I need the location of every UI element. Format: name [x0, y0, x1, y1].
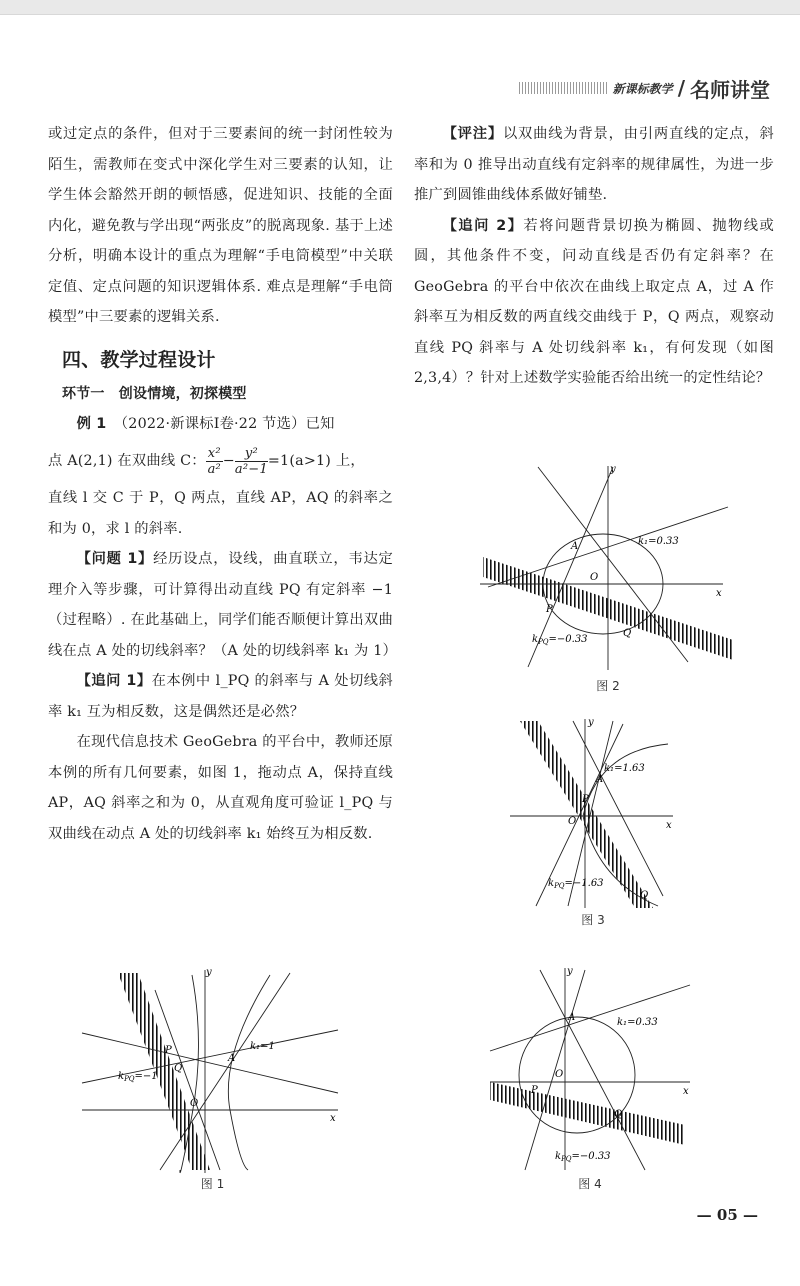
figure-1-caption: 图 1 [200, 1177, 225, 1191]
figure-4-plot [485, 965, 695, 1175]
figure-3-caption: 图 3 [581, 913, 605, 927]
fig1-line-AP [82, 1033, 338, 1093]
subsection-title: 环节一 创设情境，初探模型 [62, 385, 247, 402]
fig4-label-O: O [555, 1069, 564, 1080]
fig3-k1: k₁=1.63 [604, 763, 645, 774]
followup-1 [48, 666, 393, 727]
fig4-label-A: A [568, 1012, 576, 1023]
fig2-label-Q: Q [623, 628, 632, 639]
frac-y [235, 446, 268, 477]
example-label: 例 1 [76, 415, 107, 432]
comment-label: 【评注】 [442, 126, 503, 142]
fig1-label-y: y [206, 967, 212, 978]
figure-2 [478, 462, 738, 694]
left-column [48, 119, 398, 849]
followup-2-text: 若将问题背景切换为椭圆、抛物线或圆，其他条件不变，问动直线是否仍有定斜率？在 GeoGebra 的平台中依次在曲线上取定点 A，过 A 作斜率互为相反数的两直线交曲线于 P，Q 两点，观察动直线 PQ 斜率与 A 处切线斜率 k₁，有何发现（如图 2,3,4）？针对上述数学实验能否给出统一的定性结论？ [414, 217, 774, 386]
fig1-label-P: P [165, 1045, 172, 1056]
fig1-label-A: A [228, 1053, 236, 1064]
paragraph-geogebra: 在现代信息技术 GeoGebra 的平台中，教师还原本例的所有几何要素，如图 1，拖动点 A，保持直线 AP，AQ 斜率之和为 0，从直观角度可验证 l_PQ 与双曲线在动点 A 处的切线斜率 k₁ 始终互为相反数. [48, 734, 393, 842]
header-subtitle: 新课标教学 [612, 81, 673, 96]
question-1-text: 经历设点，设线，曲直联立，韦达定理介入等步骤，可计算得出动直线 PQ 有定斜率 −1（过程略）. 在此基础上，同学们能否顺便计算出双曲线在点 A 处的切线斜率？（A 处的切线斜率 k₁ 为 1） [48, 551, 398, 659]
fig3-label-A: A [596, 774, 604, 785]
figure-4-caption: 图 4 [578, 1177, 602, 1191]
fig4-label-P: P [531, 1085, 538, 1096]
example-rest: 直线 l 交 C 于 P，Q 两点，直线 AP，AQ 的斜率之和为 0，求 l 的斜率. [48, 490, 393, 537]
fig3-label-Q: Q [640, 890, 649, 901]
example-point: 点 A(2,1) 在双曲线 C： [48, 453, 206, 469]
fig2-kpq: $k_{PQ}=-0.33$ [532, 634, 588, 646]
fig3-label-O: O [568, 816, 577, 827]
frac-x-den: a² [207, 461, 221, 477]
figure-1-plot [80, 965, 345, 1175]
paragraph-intro: 或过定点的条件，但对于三要素间的统一封闭性较为陌生，需教师在变式中深化学生对三要素的认知，让学生体会豁然开朗的顿悟感，促进知识、技能的全面内化，避免教与学出现“两张皮”的脱离现象. 基于上述分析，明确本设计的重点为理解“手电筒模型”中关联定值、定点问题的知识逻辑体系. 难点是理解“手电筒模型”中三要素的逻辑关系. [48, 126, 393, 325]
fig4-kpq: $k_{PQ}=-0.33$ [555, 1151, 611, 1163]
fig3-kpq: $k_{PQ}=-1.63$ [548, 878, 604, 890]
fig2-label-A: A [571, 541, 579, 552]
example-tail: =1(a>1) 上， [267, 453, 365, 469]
followup-2 [414, 211, 774, 394]
comment-text: 以双曲线为背景，由引两直线的定点，斜率和为 0 推导出动直线有定斜率的规律属性，为进一步推广到圆锥曲线体系做好铺垫. [414, 126, 774, 203]
fig2-label-y: y [610, 464, 616, 475]
fig3-label-P: P [582, 794, 589, 805]
fig1-label-O: O [190, 1098, 199, 1109]
fig3-label-x: x [666, 820, 672, 831]
figure-3 [508, 716, 678, 928]
fig4-label-Q: Q [614, 1109, 623, 1120]
fig2-label-O: O [590, 572, 599, 583]
comment [414, 119, 774, 211]
right-column [414, 119, 774, 394]
question-1 [48, 544, 398, 666]
frac-y-num: y² [235, 446, 268, 462]
example-1 [48, 409, 393, 440]
fig4-label-x: x [683, 1086, 689, 1097]
fig4-k1: k₁=0.33 [617, 1017, 658, 1028]
header-title: 名师讲堂 [690, 77, 770, 102]
fig4-label-y: y [567, 966, 573, 977]
figure-4 [485, 965, 695, 1192]
page-number: — 05 — [696, 1206, 758, 1224]
frac-x [206, 446, 223, 477]
figure-3-plot [508, 716, 678, 911]
fig2-label-P: P [546, 604, 553, 615]
fig2-line-AP [538, 467, 688, 662]
figure-2-caption: 图 2 [596, 679, 620, 693]
section-title: 四、教学过程设计 [62, 348, 216, 371]
figure-2-plot [478, 462, 738, 677]
example-source: （2022·新课标Ⅰ卷·22 节选）已知 [120, 415, 335, 432]
followup-1-text: 在本例中 l_PQ 的斜率与 A 处切线斜率 k₁ 互为相反数，这是偶然还是必然？ [48, 673, 394, 720]
fig4-tangent-line [490, 985, 690, 1051]
fig2-k1: k₁=0.33 [638, 536, 679, 547]
page-header [519, 76, 770, 100]
frac-y-den: a²−1 [234, 461, 268, 477]
fig1-k1: k₁=1 [250, 1041, 275, 1052]
fig1-label-Q: Q [174, 1063, 183, 1074]
fig1-kpq: $k_{PQ}=-1$ [118, 1071, 158, 1083]
fig2-label-x: x [716, 588, 722, 599]
header-separator: / [677, 76, 685, 100]
frac-x-num: x² [207, 445, 221, 461]
fig3-label-y: y [588, 717, 594, 728]
top-bar [0, 0, 800, 15]
header-hatch-decoration [519, 82, 609, 94]
followup-1-label: 【追问 1】 [76, 673, 152, 689]
followup-2-label: 【追问 2】 [442, 217, 524, 234]
question-1-label: 【问题 1】 [76, 551, 154, 567]
fig1-label-x: x [330, 1113, 336, 1124]
minus-sign: − [222, 453, 235, 469]
example-equation [48, 439, 393, 483]
fig4-hatch-band [490, 1082, 685, 1145]
figure-1 [80, 965, 345, 1192]
